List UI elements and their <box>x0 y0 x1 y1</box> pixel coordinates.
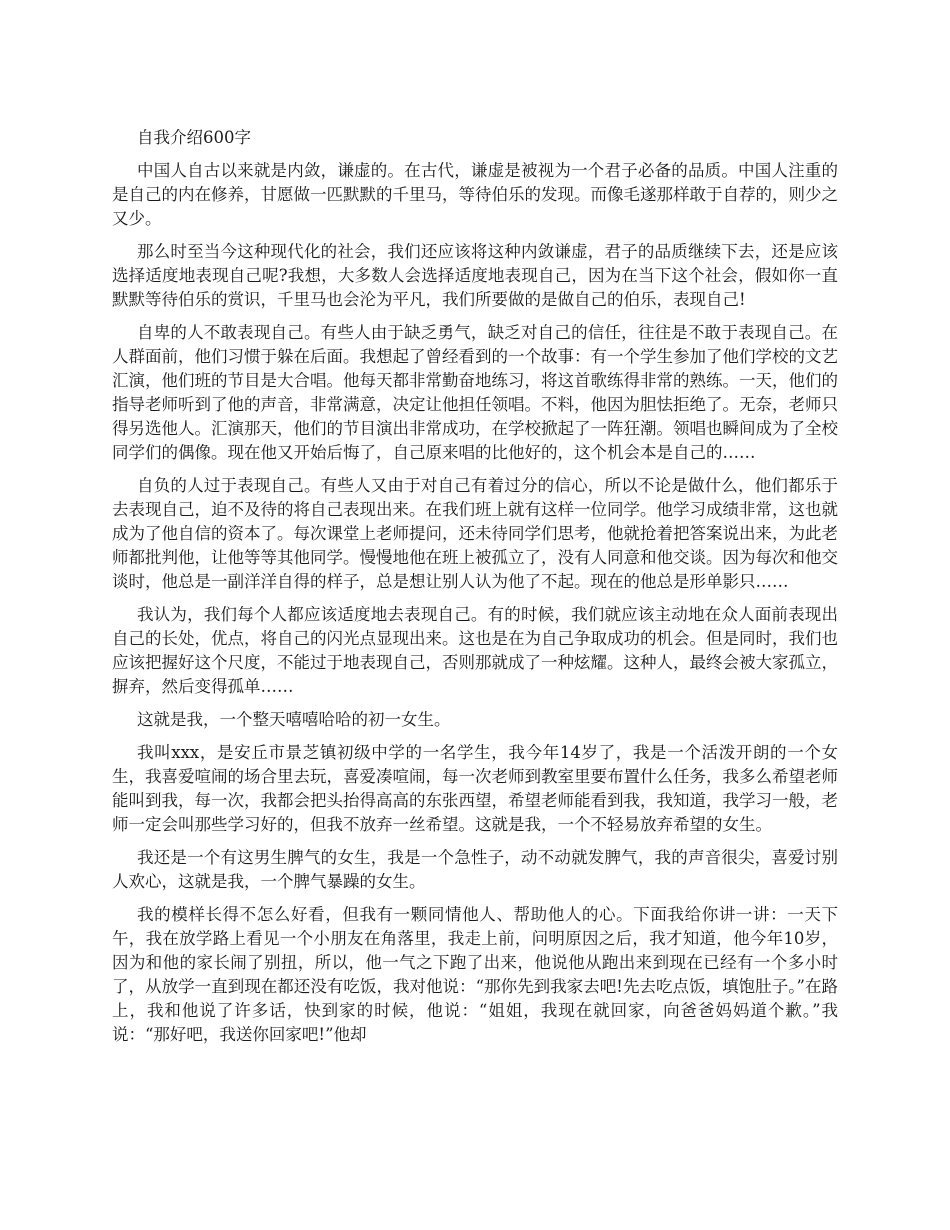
paragraph-4: 自负的人过于表现自己。有些人又由于对自己有着过分的信心，所以不论是做什么，他们都乐于去表现自己，迫不及待的将自己表现出来。在我们班上就有这样一位同学。他学习成绩非常，这也就成为了他自信的资本了。每次课堂上老师提问，还未待同学们思考，他就抢着把答案说出来，为此老师都批判他，让他等等其他同学。慢慢地他在班上被孤立了，没有人同意和他交谈。因为每次和他交谈时，他总是一副洋洋自得的样子，总是想让别人认为他了不起。现在的他总是形单影只…… <box>112 476 838 591</box>
paragraph-9: 我的模样长得不怎么好看，但我有一颗同情他人、帮助他人的心。下面我给你讲一讲：一天下午，我在放学路上看见一个小朋友在角落里，我走上前，问明原因之后，我才知道，他今年10岁，因为和他的家长闹了别扭，所以，他一气之下跑了出来，他说他从跑出来到现在已经有一个多小时了，从放学一直到现在都还没有吃饭，我对他说：“那你先到我家去吧!先去吃点饭，填饱肚子。”在路上，我和他说了许多话，快到家的时候，他说：“姐姐，我现在就回家，向爸爸妈妈道个歉。”我说：“那好吧，我送你回家吧!”他却 <box>112 905 838 1044</box>
document-title: 自我介绍600字 <box>137 128 251 147</box>
document-page <box>112 126 838 1056</box>
paragraph-7: 我叫xxx，是安丘市景芝镇初级中学的一名学生，我今年14岁了，我是一个活泼开朗的一个女生，我喜爱喧闹的场合里去玩，喜爱凑喧闹，每一次老师到教室里要布置什么任务，我多么希望老师能叫到我，每一次，我都会把头抬得高高的东张西望，希望老师能看到我，我知道，我学习一般，老师一定会叫那些学习好的，但我不放弃一丝希望。这就是我，一个不轻易放弃希望的女生。 <box>112 743 838 834</box>
paragraph-1: 中国人自古以来就是内敛，谦虚的。在古代，谦虚是被视为一个君子必备的品质。中国人注重的是自己的内在修养，甘愿做一匹默默的千里马，等待伯乐的发现。而像毛遂那样敢于自荐的，则少之又少。 <box>112 161 838 228</box>
paragraph-8: 我还是一个有这男生脾气的女生，我是一个急性子，动不动就发脾气，我的声音很尖，喜爱讨别人欢心，这就是我，一个脾气暴躁的女生。 <box>112 848 838 891</box>
paragraph-6: 这就是我，一个整天嘻嘻哈哈的初一女生。 <box>137 710 451 729</box>
paragraph-5: 我认为，我们每个人都应该适度地去表现自己。有的时候，我们就应该主动地在众人面前表现出自己的长处，优点，将自己的闪光点显现出来。这也是在为自己争取成功的机会。但是同时，我们也应该把握好这个尺度，不能过于地表现自己，否则那就成了一种炫耀。这种人，最终会被大家孤立，摒弃，然后变得孤单…… <box>112 605 838 696</box>
paragraph-2: 那么时至当今这种现代化的社会，我们还应该将这种内敛谦虚，君子的品质继续下去，还是应该选择适度地表现自己呢?我想，大多数人会选择适度地表现自己，因为在当下这个社会，假如你一直默默等待伯乐的赏识，千里马也会沦为平凡，我们所要做的是做自己的伯乐，表现自己! <box>112 242 838 309</box>
paragraph-3: 自卑的人不敢表现自己。有些人由于缺乏勇气，缺乏对自己的信任，往往是不敢于表现自己。在人群面前，他们习惯于躲在后面。我想起了曾经看到的一个故事：有一个学生参加了他们学校的文艺汇演，他们班的节目是大合唱。他每天都非常勤奋地练习，将这首歌练得非常的熟练。一天，他们的指导老师听到了他的声音，非常满意，决定让他担任领唱。不料，他因为胆怯拒绝了。无奈，老师只得另选他人。汇演那天，他们的节目演出非常成功，在学校掀起了一阵狂潮。领唱也瞬间成为了全校同学们的偶像。现在他又开始后悔了，自己原来唱的比他好的，这个机会本是自己的…… <box>112 323 838 462</box>
